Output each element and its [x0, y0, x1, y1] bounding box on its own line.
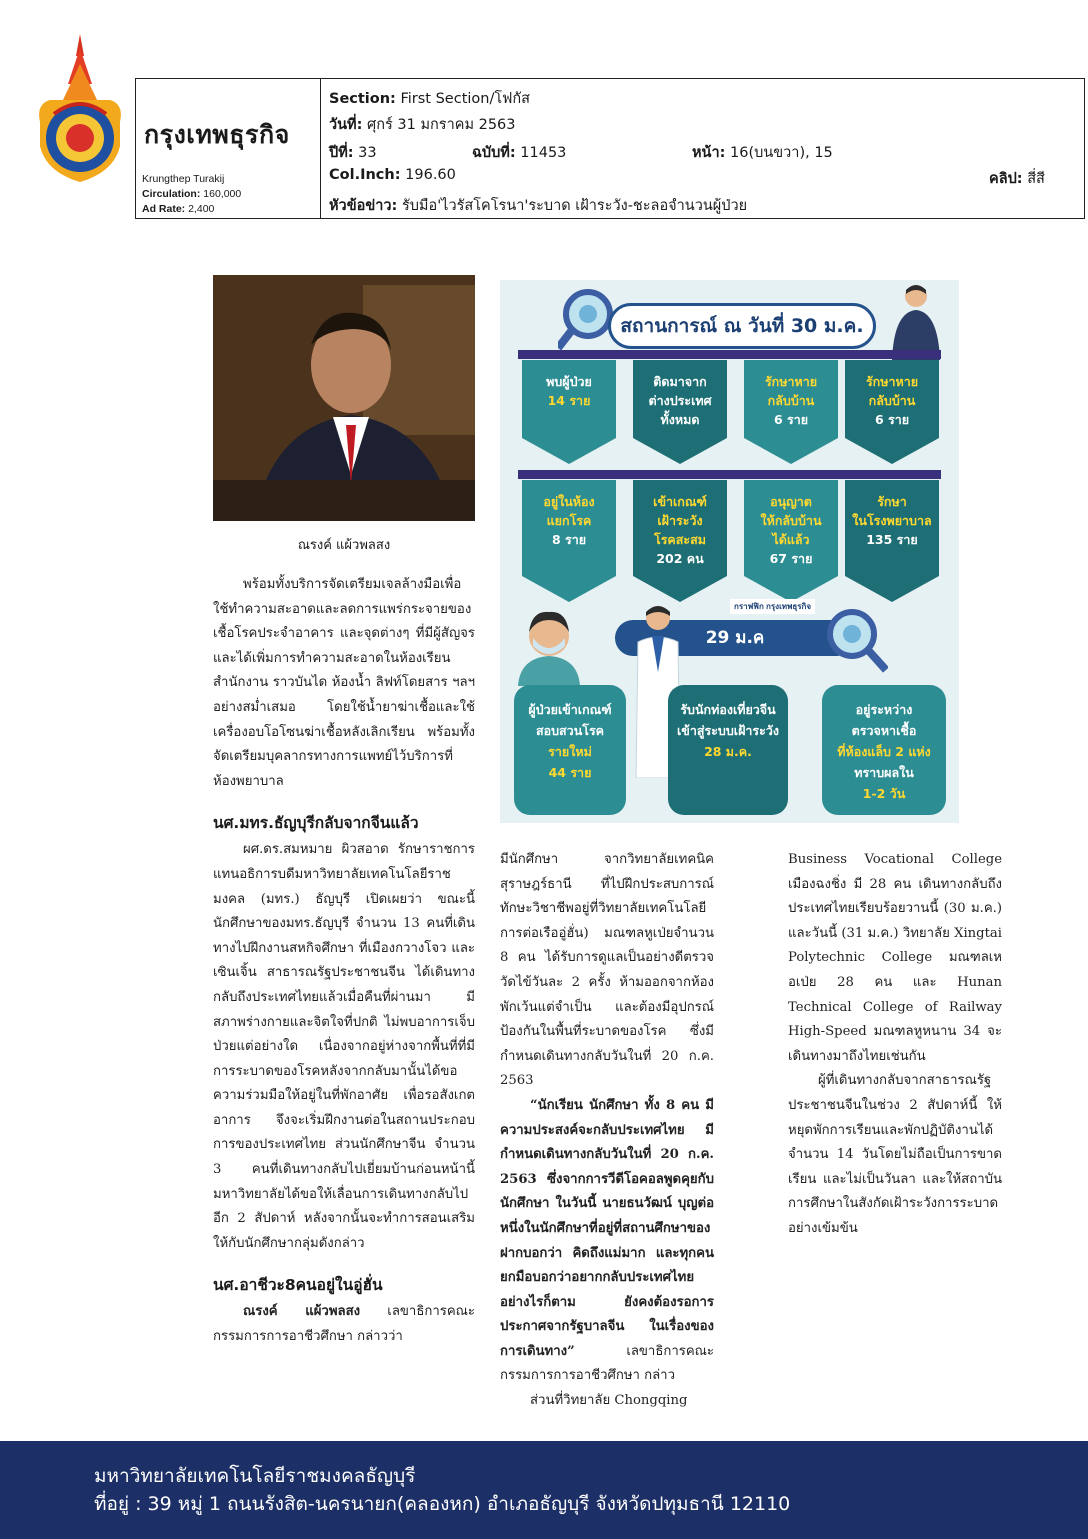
- tile-line: รักษา: [877, 494, 907, 509]
- year-label: ปีที่:: [329, 145, 354, 161]
- col2-paragraph-2-text: เลขาธิการคณะกรรมการการอาชีวศึกษา กล่าว: [500, 1343, 714, 1384]
- issue-label: ฉบับที่:: [472, 145, 516, 161]
- footer-bar: [0, 1441, 1088, 1539]
- tile-line: กลับบ้าน: [767, 393, 815, 408]
- publication-name-en: Krungthep Turakij: [142, 173, 225, 185]
- col3-paragraph-2: ผู้ที่เดินทางกลับจากสาธารณรัฐประชาชนจีนในช่วง 2 สัปดาห์นี้ ให้หยุดพักการเรียนและพักปฏิบัติงานได้จำนวน 14 วันโดยไม่ถือเป็นการขาดเรียน และไม่เป็นวันลา และให้สถาบันการศึกษาในสังกัดเฝ้าระวังการระบาดอย่างเข้มข้น: [788, 1073, 1002, 1236]
- stat-tile: [633, 480, 727, 576]
- tile-line: ต่างประเทศ: [648, 393, 712, 408]
- photo-caption: ณรงค์ แผ้วพลสง: [297, 538, 391, 553]
- tile-line: พบผู้ป่วย: [546, 374, 592, 389]
- portrait-illustration: [213, 275, 475, 521]
- ad-rate: [142, 203, 214, 215]
- card-line: รายใหม่: [548, 744, 592, 759]
- ad-rate-label: Ad Rate:: [142, 203, 186, 215]
- stat-tile: [522, 480, 616, 576]
- issue-row: [472, 141, 566, 164]
- tile-line: ติดมาจาก: [653, 374, 707, 389]
- page-value: 16(บนขวา), 15: [730, 145, 833, 161]
- tile-line: เฝ้าระวัง: [657, 513, 703, 528]
- stat-tile: [744, 480, 838, 576]
- tile-value: 202 คน: [656, 551, 704, 566]
- divider-stripe-2: [518, 470, 941, 479]
- headline-row: [329, 194, 747, 217]
- date-value: ศุกร์ 31 มกราคม 2563: [367, 117, 516, 133]
- page-row: [692, 141, 833, 164]
- card-line: รับนักท่องเที่ยวจีน: [680, 702, 776, 717]
- tile-line: โรคสะสม: [653, 532, 706, 547]
- footer-university-name: มหาวิทยาลัยเทคโนโลยีราชมงคลธัญบุรี: [94, 1465, 416, 1487]
- colinch-row: [329, 167, 456, 183]
- tile-value: 67 ราย: [769, 551, 813, 566]
- stat-tile: [633, 360, 727, 438]
- card-line: ตรวจหาเชื้อ: [851, 723, 917, 738]
- tile-value: 8 ราย: [551, 532, 587, 547]
- tile-line: รักษาหาย: [865, 374, 919, 389]
- tile-line: อนุญาต: [770, 494, 812, 509]
- subheading-2: นศ.อาชีวะ8คนอยู่ในอู่ฮั่น: [213, 1276, 383, 1295]
- publication-name: กรุงเทพธุรกิจ: [144, 120, 290, 149]
- col2-paragraph-2: [500, 1094, 714, 1389]
- businessman-icon: [886, 282, 946, 360]
- tile-value: 6 ราย: [773, 412, 809, 427]
- section-value: First Section/โฟกัส: [400, 91, 531, 107]
- stat-card: [822, 685, 946, 815]
- masked-patient-icon: [514, 606, 584, 686]
- card-line: ทราบผลใน: [854, 765, 914, 780]
- article-column-3: [788, 848, 1002, 1242]
- university-logo: [34, 34, 126, 184]
- year-row: [329, 141, 377, 164]
- section-label: Section:: [329, 91, 396, 107]
- tile-line: ในโรงพยาบาล: [852, 513, 932, 528]
- stat-tile: [522, 360, 616, 438]
- date-label: วันที่:: [329, 117, 363, 133]
- card-value: 1-2 วัน: [862, 786, 906, 801]
- publication-panel: [136, 79, 321, 218]
- card-value: 28 ม.ค.: [704, 744, 752, 759]
- article-column-1: [213, 573, 475, 1350]
- card-line: อยู่ระหว่าง: [855, 702, 913, 717]
- ad-rate-value: 2,400: [188, 203, 215, 215]
- section-row: [329, 87, 530, 110]
- card-line: เข้าสู่ระบบเฝ้าระวัง: [677, 723, 779, 738]
- tile-line: รักษาหาย: [764, 374, 818, 389]
- magnifier-virus-icon: [818, 604, 888, 674]
- stat-tile: [845, 480, 939, 576]
- divider-stripe-1: [518, 350, 941, 359]
- date-row: [329, 113, 516, 136]
- stat-tile: [845, 360, 939, 438]
- tile-line: เข้าเกณฑ์: [653, 494, 707, 509]
- stat-tile: [744, 360, 838, 438]
- covid-infographic: [500, 280, 959, 823]
- quote-text: “นักเรียน นักศึกษา ทั้ง 8 คน มีความประสงค์จะกลับประเทศไทย มีกำหนดเดินทางกลับวันในที่ 20 ก.ค. 2563 ซึ่งจากการวีดีโอคอลพูดคุยกับนักศึกษา ในวันนี้ นายธนวัฒน์ บุญต่อ หนึ่งในนักศึกษาที่อยู่ที่สถานศึกษาของฝากบอกว่า คิดถึงแม่มาก และทุกคนยกมือบอกว่าอยากกลับประเทศไทย อย่างไรก็ตาม ยังคงต้องรอการประกาศจากรัฐบาลจีน ในเรื่องของการเดินทาง”: [500, 1097, 714, 1359]
- clip-row: [989, 167, 1045, 190]
- tile-value: 135 ราย: [866, 532, 918, 547]
- tile-value: 14 ราย: [547, 393, 591, 408]
- stat-card: [668, 685, 788, 815]
- tile-line: แยกโรค: [546, 513, 592, 528]
- colinch-value: 196.60: [405, 167, 456, 183]
- clip-label: คลิป:: [989, 171, 1023, 187]
- issue-value: 11453: [520, 145, 567, 161]
- clipping-header: [135, 78, 1085, 219]
- stat-card: [514, 685, 626, 815]
- clip-value: สี่สี: [1027, 171, 1045, 187]
- clipping-details: [329, 79, 1084, 218]
- article-column-2: [500, 848, 714, 1414]
- tile-line: ให้กลับบ้าน: [760, 513, 822, 528]
- col1-paragraph-1: พร้อมทั้งบริการจัดเตรียมเจลล้างมือเพื่อใช้ทำความสะอาดและลดการแพร่กระจายของเชื้อโรคประจำอาคาร และจุดต่างๆ ที่มีผู้สัญจร และได้เพิ่มการทำความสะอาดในห้องเรียน สำนักงาน ราวบันได ห้องน้ำ ลิฟท์โดยสาร ฯลฯ อย่างสม่ำเสมอ โดยใช้น้ำยาฆ่าเชื้อและใช้เครื่องอบโอโซนฆ่าเชื้อหลังเลิกเรียน พร้อมทั้ง จัดเตรียมบุคลากรทางการแพทย์ไว้บริการที่ห้องพยาบาล: [213, 577, 475, 789]
- portrait-photo: [213, 275, 475, 521]
- tile-value: 6 ราย: [874, 412, 910, 427]
- date-banner: 29 ม.ค: [615, 620, 855, 656]
- card-line: ผู้ป่วยเข้าเกณฑ์: [528, 702, 612, 717]
- col2-paragraph-1: มีนักศึกษา จากวิทยาลัยเทคนิคสุราษฎร์ธานี ที่ไปฝึกประสบการณ์ทักษะวิชาชีพอยู่ที่วิทยาลัยเทคโนโลยีการต่อเรืออู่ฮั่น) มณฑลหูเป่ยจำนวน 8 คน ได้รับการดูแลเป็นอย่างดีตรวจวัดไข้วันละ 2 ครั้ง ห้ามออกจากห้องพักเว้นแต่จำเป็น และต้องมีอุปกรณ์ป้องกันในพื้นที่ระบาดของโรค ซึ่งมีกำหนดเดินทางกลับวันในที่ 20 ก.ค. 2563: [500, 852, 714, 1089]
- circulation-value: 160,000: [203, 188, 242, 200]
- col3-paragraph-1: Business Vocational College เมืองฉงชิ่ง มี 28 คน เดินทางกลับถึงประเทศไทยเรียบร้อยวานนี้ (30 ม.ค.) และวันนี้ (31 ม.ค.) วิทยาลัย Xingtai Polytechnic College มณฑลเหอเป่ย 28 คน และ Hunan Technical College of Railway High-Speed มณฑลหูหนาน 34 จะเดินทางมาถึงไทยเช่นกัน: [788, 852, 1002, 1064]
- card-value: 44 ราย: [548, 765, 592, 780]
- subheading-1: นศ.มทร.ธัญบุรีกลับจากจีนแล้ว: [213, 814, 419, 833]
- year-value: 33: [358, 145, 377, 161]
- col1-paragraph-3: [213, 1300, 475, 1349]
- col1-paragraph-3-text: เลขาธิการคณะกรรมการการอาชีวศึกษา กล่าวว่า: [213, 1304, 475, 1345]
- footer-address: ที่อยู่ : 39 หมู่ 1 ถนนรังสิต-นครนายก(คลองหก) อำเภอธัญบุรี จังหวัดปทุมธานี 12110: [94, 1493, 791, 1515]
- speaker-name: ณรงค์ แผ้วพลสง: [243, 1304, 361, 1320]
- tile-line: ได้แล้ว: [772, 532, 810, 547]
- circulation-label: Circulation:: [142, 188, 201, 200]
- tile-line: กลับบ้าน: [868, 393, 916, 408]
- tile-line: ทั้งหมด: [660, 412, 700, 427]
- card-line: ที่ห้องแล็บ 2 แห่ง: [837, 744, 931, 759]
- infographic-title: สถานการณ์ ณ วันที่ 30 ม.ค.: [608, 303, 876, 349]
- graphic-credit: กราฟฟิก กรุงเทพธุรกิจ: [730, 599, 815, 614]
- col1-paragraph-2: ผศ.ดร.สมหมาย ผิวสอาด รักษาราชการแทนอธิการบดีมหาวิทยาลัยเทคโนโลยีราชมงคล (มทร.) ธัญบุรี เปิดเผยว่า ขณะนี้นักศึกษาของมทร.ธัญบุรี จำนวน 13 คนที่เดินทางไปฝึกงานสหกิจศึกษา ที่เมืองกวางโจว และเซินเจิ้น สาธารณรัฐประชาชนจีน ได้เดินทางกลับถึงประเทศไทยแล้วเมื่อคืนที่ผ่านมา มีสภาพร่างกายและจิตใจที่ปกติ ไม่พบอาการเจ็บป่วยแต่อย่างใด เนื่องจากอยู่ห่างจากพื้นที่ที่มีการระบาดของโรคหลังจากกลับมานั้นได้ขอความร่วมมือให้อยู่ในที่พักอาศัย เพื่อรอสังเกตอาการ จึงจะเริ่มฝึกงานต่อในสถานประกอบการของประเทศไทย ส่วนนักศึกษาจีน จำนวน 3 คนที่เดินทางกลับไปเยี่ยมบ้านก่อนหน้านี้ มหาวิทยาลัยได้ขอให้เลื่อนการเดินทางกลับไปอีก 2 สัปดาห์ หลังจากนั้นจะทำการสอนเสริมให้กับนักศึกษากลุ่มดังกล่าว: [213, 842, 475, 1251]
- card-line: สอบสวนโรค: [535, 723, 605, 738]
- headline-value: รับมือ'ไวรัสโคโรนา'ระบาด เฝ้าระวัง-ชะลอจำนวนผู้ป่วย: [401, 198, 748, 214]
- headline-label: หัวข้อข่าว:: [329, 198, 398, 214]
- page-label: หน้า:: [692, 145, 726, 161]
- col2-paragraph-3: ส่วนที่วิทยาลัย Chongqing: [530, 1393, 688, 1409]
- tile-line: อยู่ในห้อง: [543, 494, 595, 509]
- circulation: [142, 188, 241, 200]
- colinch-label: Col.Inch:: [329, 167, 401, 183]
